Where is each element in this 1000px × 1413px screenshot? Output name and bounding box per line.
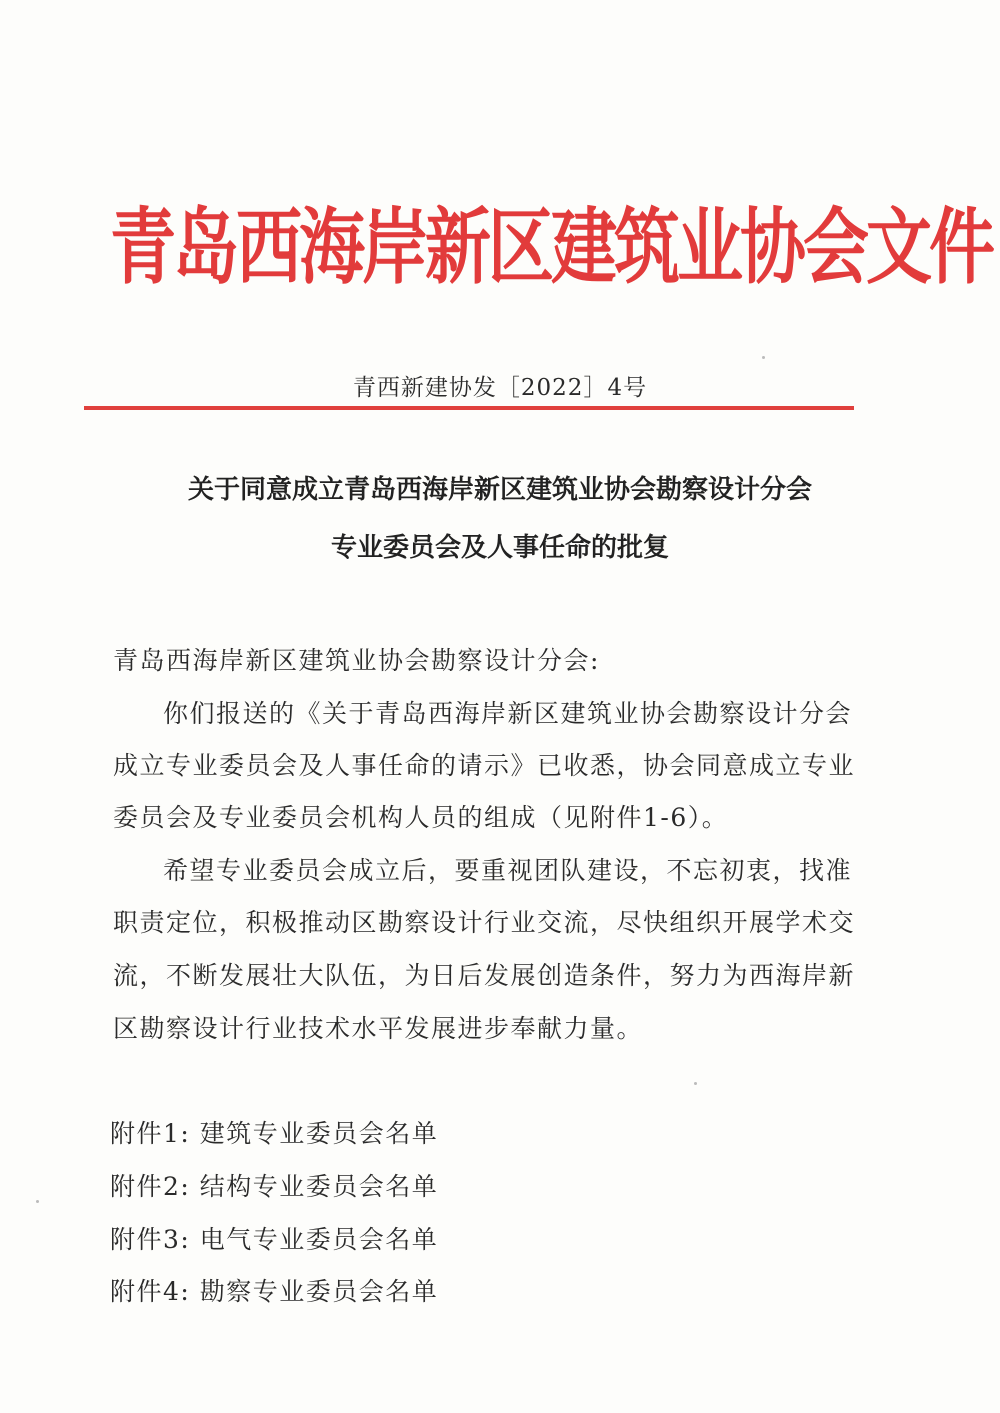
scan-speck <box>762 356 765 359</box>
red-divider-rule <box>84 406 854 410</box>
paragraph-2-line-4: 区勘察设计行业技术水平发展进步奉献力量。 <box>113 1014 644 1043</box>
salutation: 青岛西海岸新区建筑业协会勘察设计分会: <box>113 646 600 675</box>
scan-speck <box>36 1200 39 1203</box>
document-masthead: 青岛西海岸新区建筑业协会文件 <box>110 199 992 296</box>
paragraph-1-line-1: 你们报送的《关于青岛西海岸新区建筑业协会勘察设计分会 <box>163 699 853 728</box>
paragraph-1-line-2: 成立专业委员会及人事任命的请示》已收悉，协会同意成立专业 <box>113 751 856 780</box>
document-title-line-2: 专业委员会及人事任命的批复 <box>330 533 669 563</box>
paragraph-2-line-1: 希望专业委员会成立后，要重视团队建设，不忘初衷，找准 <box>163 856 853 885</box>
scan-speck <box>694 1082 697 1085</box>
document-title-line-1: 关于同意成立青岛西海岸新区建筑业协会勘察设计分会 <box>187 475 812 505</box>
attachment-item: 附件1: 建筑专业委员会名单 <box>110 1119 439 1148</box>
attachment-item: 附件4: 勘察专业委员会名单 <box>110 1277 439 1306</box>
document-number: 青西新建协发［2022］4号 <box>352 375 648 401</box>
paragraph-1-line-3: 委员会及专业委员会机构人员的组成（见附件1-6）。 <box>113 803 729 832</box>
attachment-item: 附件2: 结构专业委员会名单 <box>110 1172 439 1201</box>
paragraph-2-line-3: 流，不断发展壮大队伍，为日后发展创造条件，努力为西海岸新 <box>113 961 856 990</box>
paragraph-2-line-2: 职责定位，积极推动区勘察设计行业交流，尽快组织开展学术交 <box>113 908 856 937</box>
attachment-item: 附件3: 电气专业委员会名单 <box>110 1225 439 1254</box>
